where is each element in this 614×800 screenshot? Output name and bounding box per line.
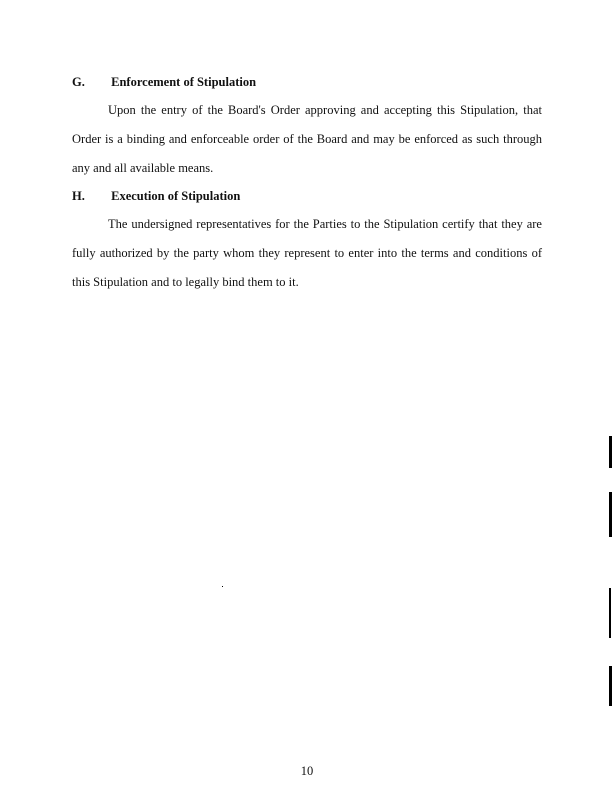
scan-edge-mark [609, 666, 612, 706]
section-g-paragraph [72, 96, 542, 183]
section-h-title: Execution of Stipulation [111, 189, 241, 203]
section-h-letter: H. [72, 189, 85, 203]
scan-edge-mark [609, 588, 611, 638]
section-h-paragraph [72, 210, 542, 297]
section-g-body: Upon the entry of the Board's Order approving and accepting this Stipulation, that Order is a binding and enforceable order of the Board and may be enforced as such through any and all available means. [72, 103, 542, 175]
scan-speck [222, 586, 223, 587]
section-g-title: Enforcement of Stipulation [111, 75, 257, 89]
section-h-body: The undersigned representatives for the Parties to the Stipulation certify that they are fully authorized by the party whom they represent to enter into the terms and conditions of this Stipulation and to legally bind them to it. [72, 217, 542, 289]
section-h-heading [72, 189, 240, 204]
scan-edge-mark [609, 492, 612, 537]
scan-edge-mark [609, 436, 612, 468]
section-g-letter: G. [72, 75, 85, 89]
section-g-heading [72, 75, 256, 90]
page-number: 10 [300, 764, 314, 778]
